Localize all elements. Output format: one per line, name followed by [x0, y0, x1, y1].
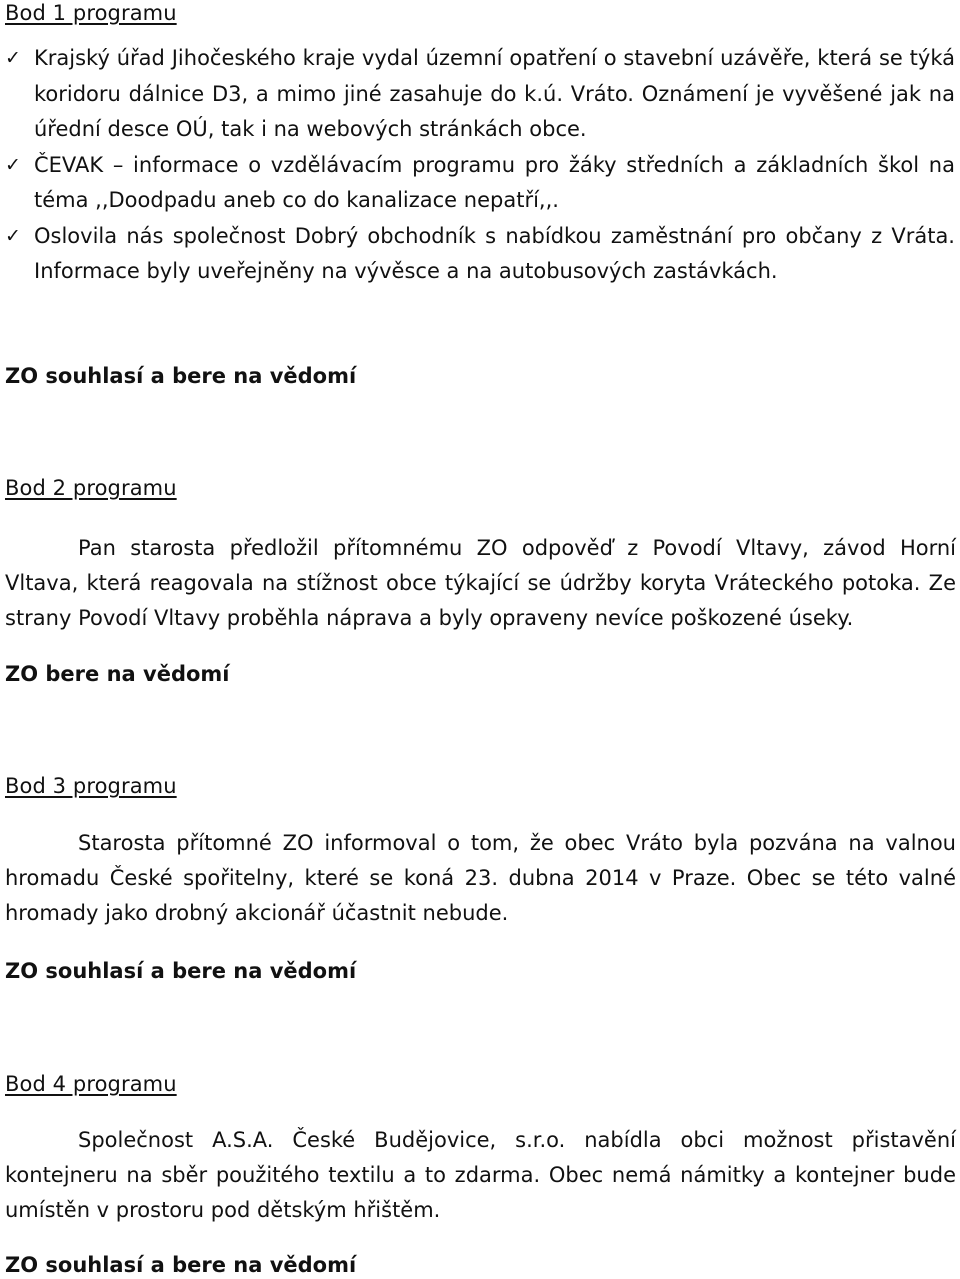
- section-heading: Bod 1 programu: [5, 1, 177, 25]
- check-icon: ✓: [5, 153, 21, 176]
- list-item-text: Oslovila nás společnost Dobrý obchodník s nabídkou zaměstnání pro občany z Vráta. Informace byly uveřejněny na vývěsce a na autobusových zastávkách.: [34, 223, 955, 283]
- resolution-text: ZO souhlasí a bere na vědomí: [5, 364, 357, 388]
- list-item: [5, 41, 955, 148]
- section-paragraph: Společnost A.S.A. České Budějovice, s.r.o. nabídla obci možnost přistavění kontejneru na sběr použitého textilu a to zdarma. Obec nemá námitky a kontejner bude umístěn v prostoru pod dětským hřištěm.: [5, 1128, 956, 1222]
- resolution-text: ZO bere na vědomí: [5, 662, 230, 686]
- bullet-list: [5, 41, 955, 290]
- list-item-text: ČEVAK – informace o vzdělávacím programu pro žáky středních a základních škol na téma ,,Doodpadu aneb co do kanalizace nepatří,,.: [34, 152, 955, 212]
- list-item-text: Krajský úřad Jihočeského kraje vydal územní opatření o stavební uzávěře, která se týká koridoru dálnice D3, a mimo jiné zasahuje do k.ú. Vráto. Oznámení je vyvěšené jak na úřední desce OÚ, tak i na webových stránkách obce.: [34, 46, 955, 141]
- section-heading: Bod 3 programu: [5, 774, 177, 798]
- list-item: [5, 148, 955, 219]
- section-paragraph: Pan starosta předložil přítomnému ZO odpověď z Povodí Vltavy, závod Horní Vltava, která reagovala na stížnost obce týkající se údržby koryta Vráteckého potoka. Ze strany Povodí Vltavy proběhla náprava a byly opraveny nevíce poškozené úseky.: [5, 536, 956, 630]
- check-icon: ✓: [5, 224, 21, 247]
- section-paragraph: Starosta přítomné ZO informoval o tom, že obec Vráto byla pozvána na valnou hromadu České spořitelny, které se koná 23. dubna 2014 v Praze. Obec se této valné hromady jako drobný akcionář účastnit nebude.: [5, 831, 956, 925]
- section-heading: Bod 4 programu: [5, 1072, 177, 1096]
- resolution-text: ZO souhlasí a bere na vědomí: [5, 959, 357, 983]
- resolution-text: ZO souhlasí a bere na vědomí: [5, 1253, 357, 1277]
- section-heading: Bod 2 programu: [5, 476, 177, 500]
- check-icon: ✓: [5, 47, 21, 69]
- list-item: [5, 219, 955, 290]
